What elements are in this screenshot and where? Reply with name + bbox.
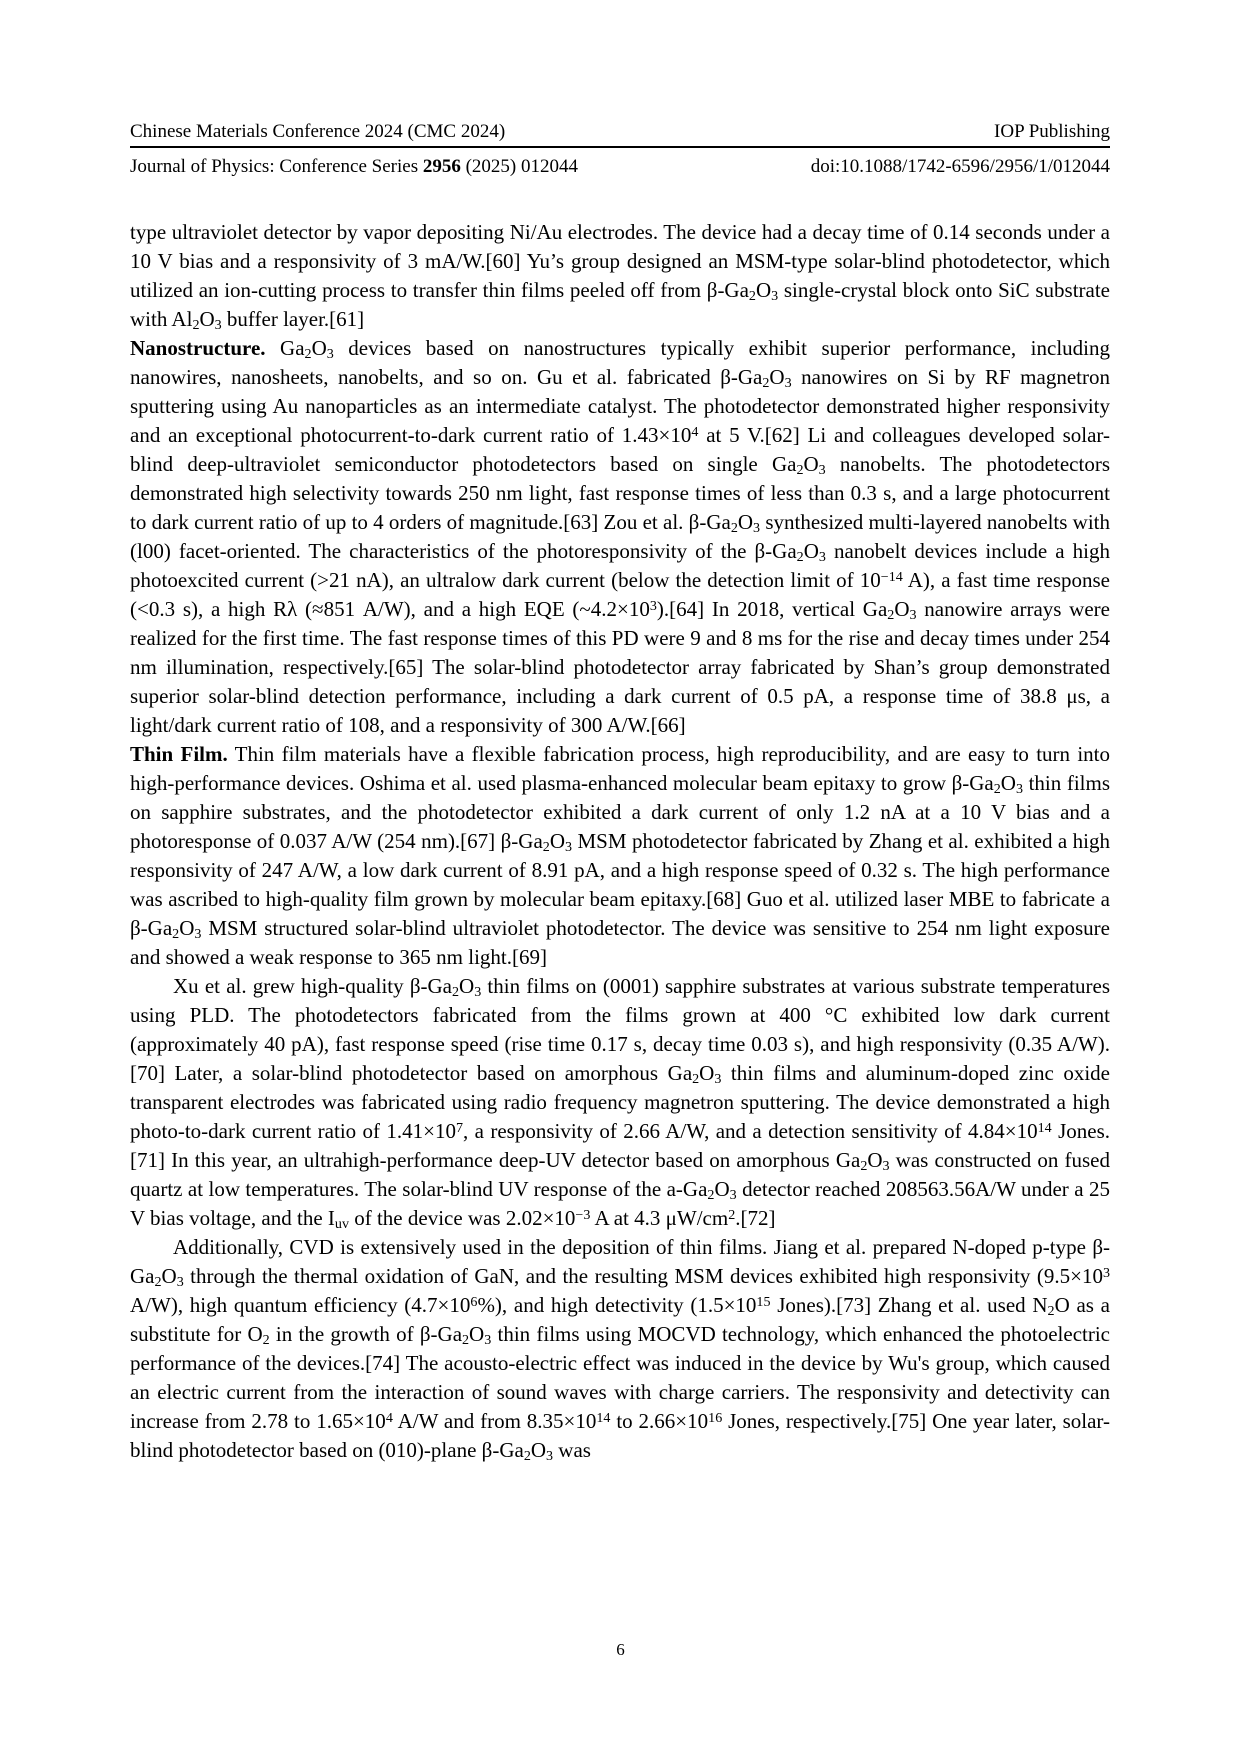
paragraph: Thin Film. Thin film materials have a flexible fabrication process, high reproducibility, and are easy to turn into high-performance devices. Oshima et al. used plasma-enhanced molecular beam epitaxy to grow $\beta-Ga_2O_3$ thin films on sapphire substrates, and the photodetector exhibited a dark current of only 1.2 nA at a 10 V bias and a photoresponse of 0.037 A/W (254 nm).[67] $\beta-Ga_2O_3$ MSM photodetector fabricated by Zhang et al. exhibited a high responsivity of 247 A/W, a low dark current of 8.91 pA, and a high response speed of 0.32 s. The high performance was ascribed to high-quality film grown by molecular beam epitaxy.[68] Guo et al. utilized laser MBE to fabricate a $\beta-Ga_2O_3$ MSM structured solar-blind ultraviolet photodetector. The device was sensitive to 254 nm light exposure and showed a weak response to 365 nm light.[69] bbox=[130, 742, 1111, 969]
header-top-row bbox=[130, 120, 1110, 143]
page-number: 6 bbox=[616, 1640, 625, 1659]
paragraph: Nanostructure. $Ga_2O_3$ devices based on nanostructures typically exhibit superior performance, including nanowires, nanosheets, nanobelts, and so on. Gu et al. fabricated $\beta-Ga_2O_3$ nanowires on Si by RF magnetron sputtering using Au nanoparticles as an intermediate catalyst. The photodetector demonstrated higher responsivity and an exceptional photocurrent-to-dark current ratio of $1.43\times 10^4$ at 5 V.[62] Li and colleagues developed solar-blind deep-ultraviolet semiconductor photodetectors based on single $Ga_2O_3$ nanobelts. The photodetectors demonstrated high selectivity towards 250 nm light, fast response times of less than 0.3 s, and a large photocurrent to dark current ratio of up to 4 orders of magnitude.[63] Zou et al. $\beta-Ga_2O_3$ synthesized multi-layered nanobelts with (l00) facet-oriented. The characteristics of the photoresponsivity of the $\beta-Ga_2O_3$ nanobelt devices include a high photoexcited current (>21 nA), an ultralow dark current (below the detection limit of $10^{-14}$ A), a fast time response (<0.3 s), a high Rλ (≈851 A/W), and a high EQE $(\sim 4.2\times 10^3).[64]$ In 2018, vertical $Ga_2O_3$ nanowire arrays were realized for the first time. The fast response times of this PD were 9 and 8 ms for the rise and decay times under 254 nm illumination, respectively.[65] The solar-blind photodetector array fabricated by Shan’s group demonstrated superior solar-blind detection performance, including a dark current of 0.5 pA, a response time of 38.8 μs, a light/dark current ratio of 108, and a responsivity of 300 A/W.[66] bbox=[130, 336, 1111, 737]
publisher-name: IOP Publishing bbox=[994, 121, 1110, 142]
page-footer bbox=[0, 1640, 1241, 1660]
journal-citation: Journal of Physics: Conference Series 2956 (2025) 012044 bbox=[130, 156, 579, 177]
doi-text: doi:10.1088/1742-6596/2956/1/012044 bbox=[810, 156, 1110, 177]
article-body bbox=[130, 218, 1110, 1465]
header-bottom-row bbox=[130, 155, 1110, 178]
paragraph: Xu et al. grew high-quality $\beta-Ga_2O_3$ thin films on (0001) sapphire substrates at various substrate temperatures using PLD. The photodetectors fabricated from the films grown at 400 °C exhibited low dark current (approximately 40 pA), fast response speed (rise time 0.17 s, decay time 0.03 s), and high responsivity (0.35 A/W).[70] Later, a solar-blind photodetector based on amorphous $Ga_2O_3$ thin films and aluminum-doped zinc oxide transparent electrodes was fabricated using radio frequency magnetron sputtering. The device demonstrated a high photo-to-dark current ratio of $1.41\times 10^7$, a responsivity of 2.66 A/W, and a detection sensitivity of $4.84\times 10^{14}$ Jones.[71] In this year, an ultrahigh-performance deep-UV detector based on amorphous $Ga_2O_3$ was constructed on fused quartz at low temperatures. The solar-blind UV response of the $a-Ga_2O_3$ detector reached 208563.56A/W under a 25 V bias voltage, and the $I_{uv}$ of the device was $2.02\times 10^{-3}$ A at 4.3 $\mu W/cm^2.[72]$ bbox=[130, 974, 1110, 1233]
paragraph: type ultraviolet detector by vapor depositing Ni/Au electrodes. The device had a decay time of 0.14 seconds under a 10 V bias and a responsivity of 3 mA/W.[60] Yu’s group designed an MSM-type solar-blind photodetector, which utilized an ion-cutting process to transfer thin films peeled off from $\beta-Ga_2O_3$ single-crystal block onto SiC substrate with $Al_2O_3$ buffer layer.[61] bbox=[130, 220, 1110, 334]
page-header bbox=[130, 120, 1110, 178]
header-divider bbox=[130, 146, 1110, 148]
conference-title: Chinese Materials Conference 2024 (CMC 2024) bbox=[130, 121, 506, 142]
paragraph: Additionally, CVD is extensively used in the deposition of thin films. Jiang et al. prepared N-doped p-type $\beta-Ga_2O_3$ through the thermal oxidation of GaN, and the resulting MSM devices exhibited high responsivity ($9.5\times 10^3$ A/W), high quantum efficiency $(4.7\times 10^6\%)$, and high detectivity ($1.5\times 10^{15}$ Jones).[73] Zhang et al. used $N_2O$ as a substitute for $O_2$ in the growth of $\beta-Ga_2O_3$ thin films using MOCVD technology, which enhanced the photoelectric performance of the devices.[74] The acousto-electric effect was induced in the device by Wu's group, which caused an electric current from the interaction of sound waves with charge carriers. The responsivity and detectivity can increase from 2.78 to $1.65\times 10^4$ A/W and from $8.35\times 10^{14}$ to $2.66\times 10^{16}$ Jones, respectively.[75] One year later, solar-blind photodetector based on (010)-plane $\beta-Ga_2O_3$ was bbox=[130, 1235, 1111, 1465]
